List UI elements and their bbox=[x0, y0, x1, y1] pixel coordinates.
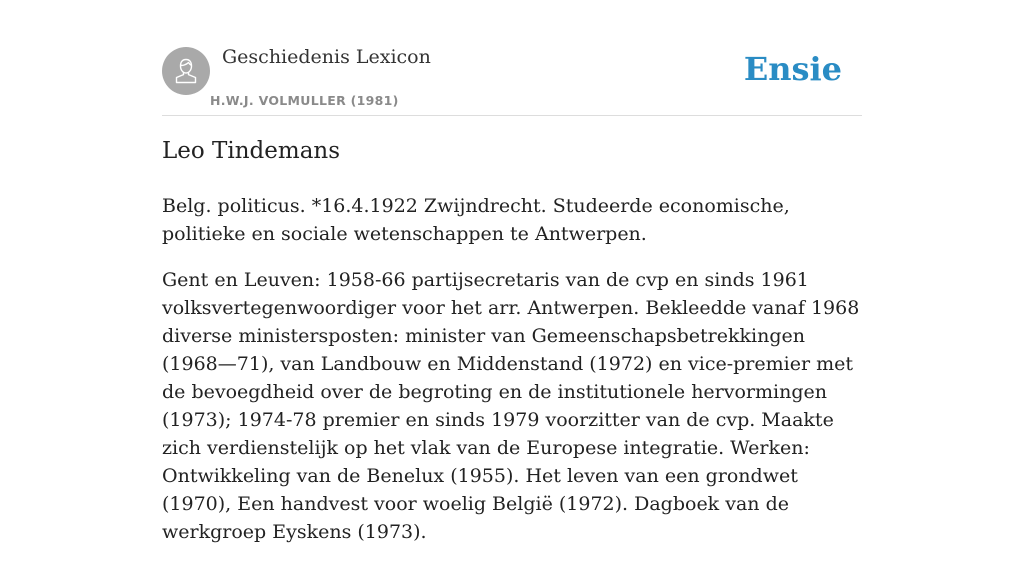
source-author[interactable]: H.W.J. VOLMULLER (1981) bbox=[210, 93, 399, 108]
source-title[interactable]: Geschiedenis Lexicon bbox=[222, 46, 431, 68]
entry-paragraph: Belg. politicus. *16.4.1922 Zwijndrecht. Studeerde economische, politieke en sociale wetenschappen te Antwerpen. bbox=[162, 195, 790, 245]
entry-body bbox=[162, 192, 862, 564]
brand-logo[interactable]: Ensie bbox=[743, 50, 842, 88]
entry-paragraph: Gent en Leuven: 1958-66 partijsecretaris van de cvp en sinds 1961 volksvertegenwoordiger voor het arr. Antwerpen. Bekleedde vanaf 1968 diverse ministersposten: minister van Gemeenschapsbetrekkingen (1968—71), van Landbouw en Middenstand (1972) en vice-premier met de bevoegdheid over de begroting en de institutionele hervormingen (1973); 1974-78 premier en sinds 1979 voorzitter van de cvp. Maakte zich verdienstelijk op het vlak van de Europese integratie. Werken: Ontwikkeling van de Benelux (1955). Het leven van een grondwet (1970), Een handvest voor woelig België (1972). Dagboek van de werkgroep Eyskens (1973). bbox=[162, 269, 860, 543]
source-header bbox=[162, 44, 862, 116]
user-icon[interactable] bbox=[162, 47, 210, 95]
entry-title: Leo Tindemans bbox=[162, 138, 341, 164]
